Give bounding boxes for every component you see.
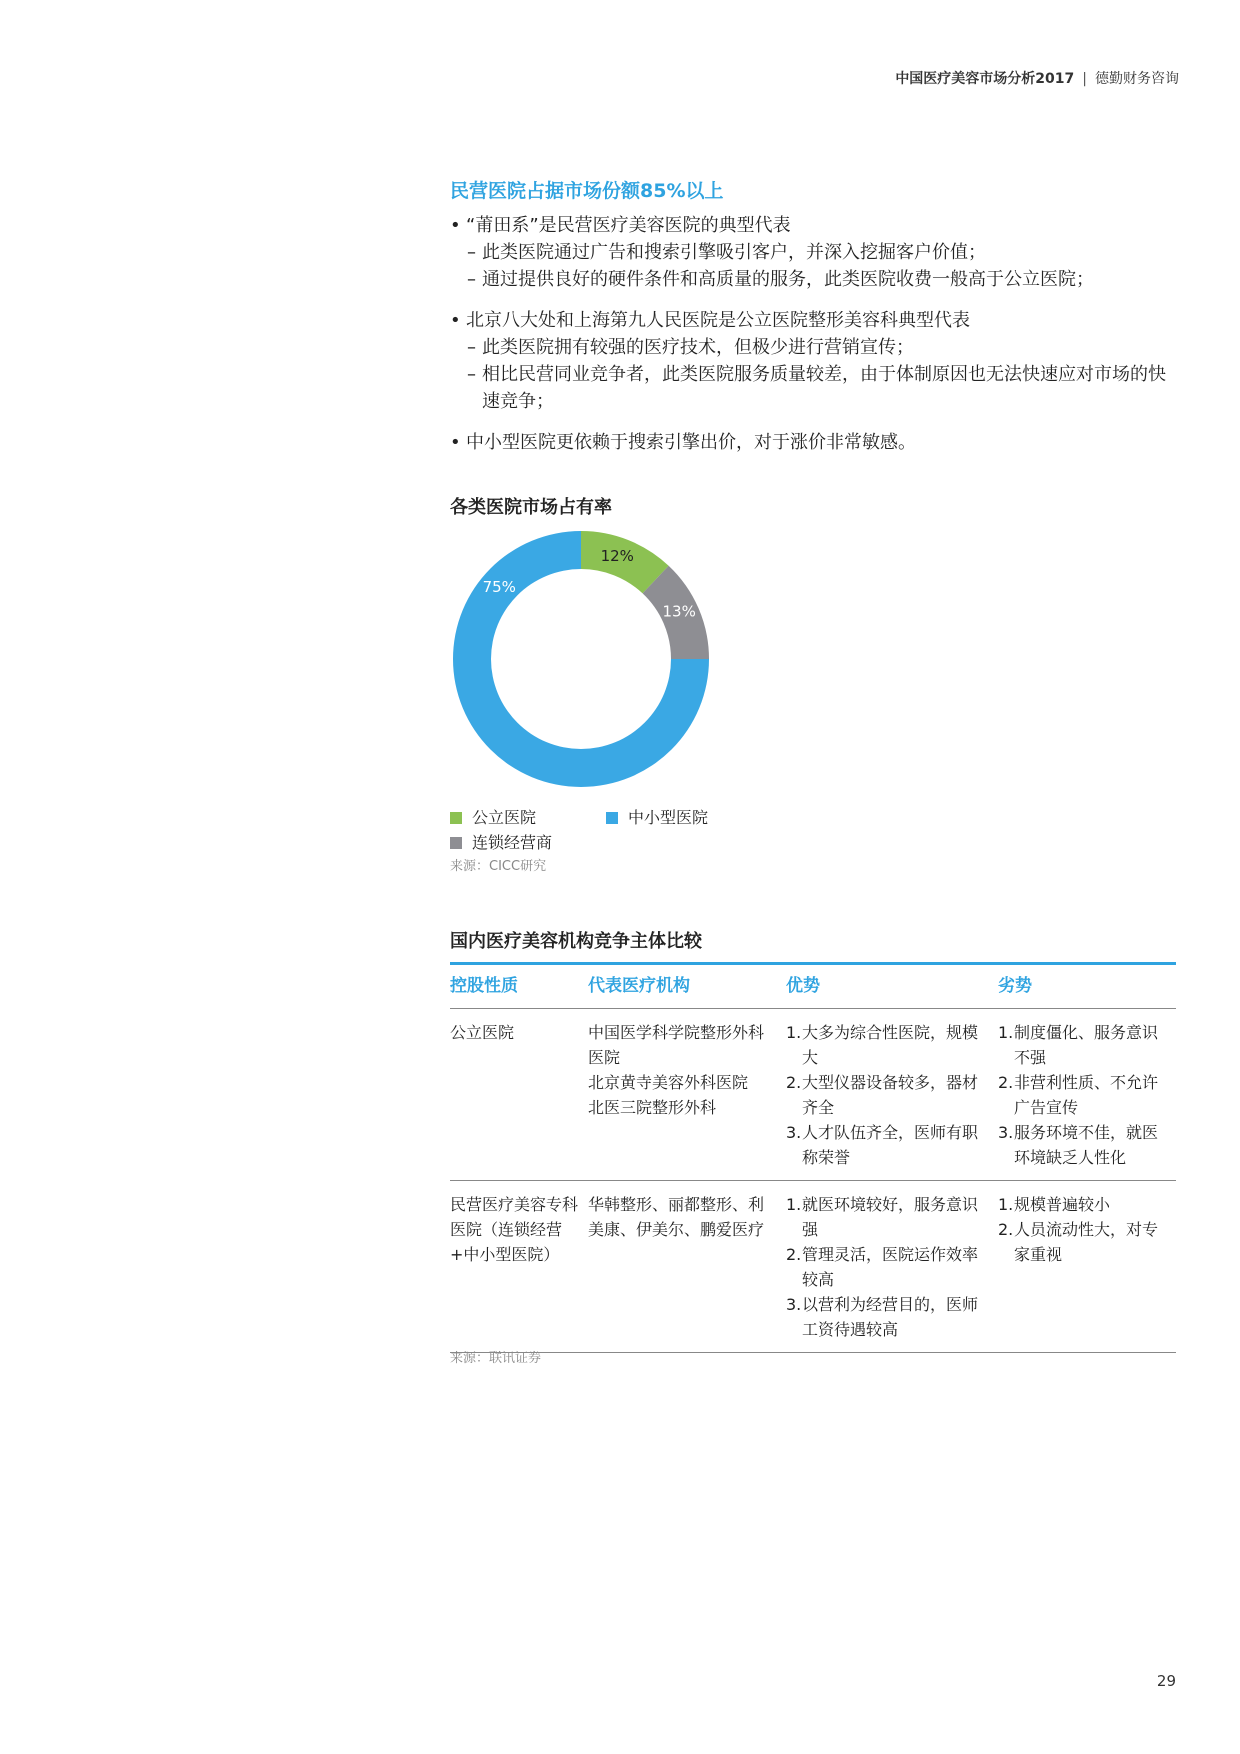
bullet-item — [450, 429, 1176, 456]
section-title: 民营医院占据市场份额85%以上 — [450, 180, 724, 202]
list-item: 1. 就医环境较好，服务意识强 — [786, 1195, 979, 1239]
institution: 北医三院整形外科 — [588, 1098, 717, 1117]
legend-item-chain — [450, 830, 552, 853]
comparison-table — [450, 962, 1176, 1353]
list-item: 1. 规模普遍较小 — [998, 1195, 1111, 1214]
list-item: 2. 管理灵活，医院运作效率较高 — [786, 1245, 979, 1289]
table-row — [450, 1009, 1176, 1181]
bullet-text: • 北京八大处和上海第九人民医院是公立医院整形美容科典型代表 — [450, 307, 1176, 334]
list-item: 3. 人才队伍齐全，医师有职称荣誉 — [786, 1123, 979, 1167]
cell-disadvantages — [998, 1181, 1176, 1353]
institution: 北京黄寺美容外科医院 — [588, 1073, 749, 1092]
legend-swatch — [606, 812, 618, 824]
slice-label: 12% — [600, 547, 634, 566]
table-header-row — [450, 964, 1176, 1009]
cell-advantages — [786, 1181, 998, 1353]
bullet-sub: – 此类医院通过广告和搜索引擎吸引客户，并深入挖掘客户价值； — [450, 239, 1176, 266]
bullet-sub: – 此类医院拥有较强的医疗技术，但极少进行营销宣传； — [450, 334, 1176, 361]
table-title: 国内医疗美容机构竞争主体比较 — [450, 931, 702, 952]
list-item: 1. 大多为综合性医院，规模大 — [786, 1023, 979, 1067]
chart-title: 各类医院市场占有率 — [450, 497, 612, 518]
table-source: 来源：联讯证券 — [450, 1351, 542, 1366]
bullet-item — [450, 307, 1176, 415]
slice-label: 75% — [482, 577, 516, 596]
table-row — [450, 1181, 1176, 1353]
header-separator: | — [1082, 71, 1087, 87]
bullet-list — [450, 212, 1176, 470]
table-header: 优势 — [786, 964, 998, 1009]
legend-swatch — [450, 837, 462, 849]
cell-institutions — [588, 1181, 786, 1353]
table-header: 代表医疗机构 — [588, 964, 786, 1009]
chart-source: 来源：CICC研究 — [450, 859, 547, 874]
bullet-text: • “莆田系”是民营医疗美容医院的典型代表 — [450, 212, 1176, 239]
list-item: 2. 大型仪器设备较多，器材齐全 — [786, 1073, 979, 1117]
legend-label: 公立医院 — [472, 808, 537, 827]
table-header: 劣势 — [998, 964, 1176, 1009]
page-number: 29 — [1156, 1672, 1176, 1690]
institution: 华韩整形、丽都整形、利美康、伊美尔、鹏爱医疗 — [588, 1195, 765, 1239]
bullet-sub: – 通过提供良好的硬件条件和高质量的服务，此类医院收费一般高于公立医院； — [450, 266, 1176, 293]
legend-label: 中小型医院 — [628, 808, 709, 827]
cell-advantages — [786, 1009, 998, 1181]
slice-label: 13% — [662, 602, 696, 621]
page-header — [895, 68, 1179, 88]
legend-swatch — [450, 812, 462, 824]
donut-chart — [450, 528, 712, 790]
header-brand: 德勤财务咨询 — [1095, 71, 1179, 87]
cell-type: 公立医院 — [450, 1009, 588, 1181]
list-item: 2. 人员流动性大，对专家重视 — [998, 1220, 1159, 1264]
cell-institutions — [588, 1009, 786, 1181]
legend-item-small-medium — [606, 805, 708, 828]
cell-type: 民营医疗美容专科医院（连锁经营+中小型医院） — [450, 1181, 588, 1353]
list-item: 3. 以营利为经营目的，医师工资待遇较高 — [786, 1295, 979, 1339]
bullet-text: • 中小型医院更依赖于搜索引擎出价，对于涨价非常敏感。 — [450, 429, 1176, 456]
list-item: 3. 服务环境不佳，就医环境缺乏人性化 — [998, 1123, 1159, 1167]
institution: 中国医学科学院整形外科医院 — [588, 1023, 765, 1067]
table-header: 控股性质 — [450, 964, 588, 1009]
legend-label: 连锁经营商 — [472, 833, 553, 852]
bullet-item — [450, 212, 1176, 293]
bullet-sub: – 相比民营同业竞争者，此类医院服务质量较差，由于体制原因也无法快速应对市场的快速竞争； — [450, 361, 1176, 415]
list-item: 1. 制度僵化、服务意识不强 — [998, 1023, 1159, 1067]
legend-item-public — [450, 805, 536, 828]
cell-disadvantages — [998, 1009, 1176, 1181]
list-item: 2. 非营利性质、不允许广告宣传 — [998, 1073, 1159, 1117]
header-title: 中国医疗美容市场分析2017 — [895, 71, 1075, 87]
